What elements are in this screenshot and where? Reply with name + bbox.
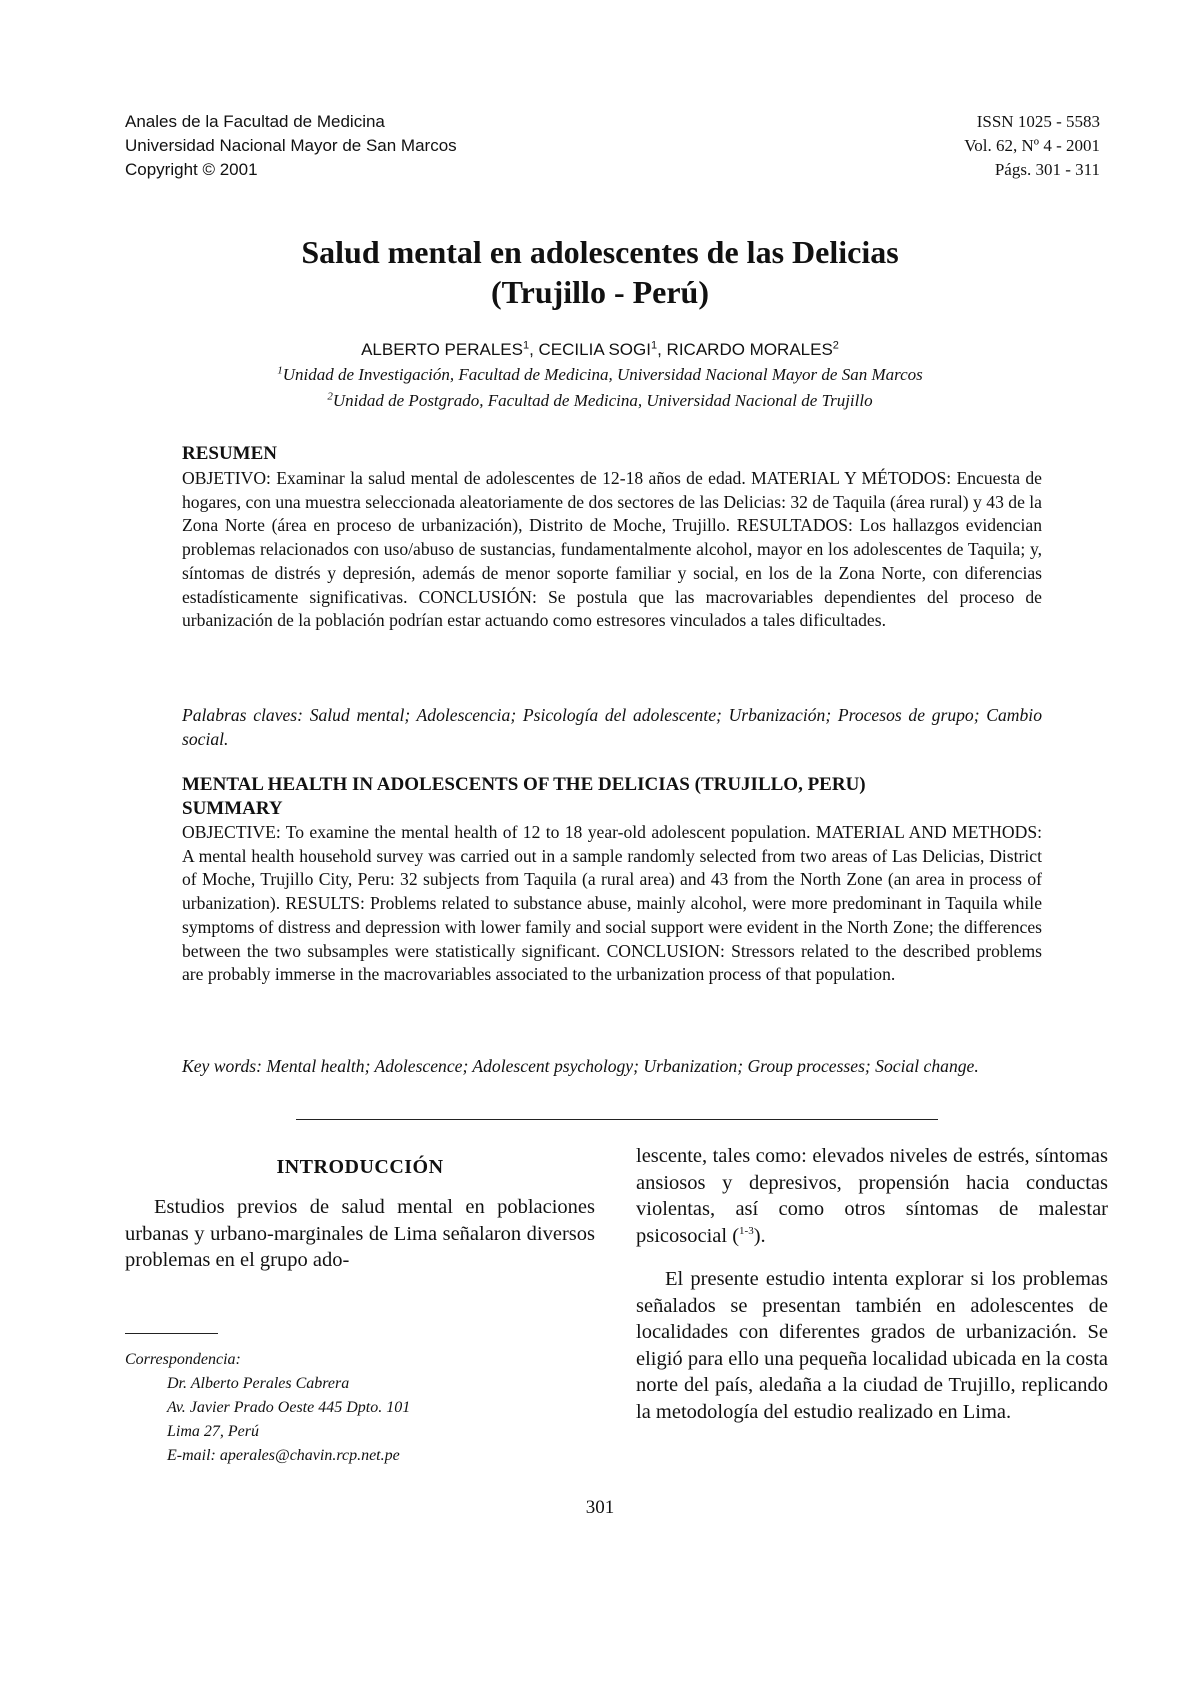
affiliation-sup: 1 (277, 364, 283, 377)
summary-keywords: Key words: Mental health; Adolescence; Adolescent psychology; Urbanization; Group processes; Social change. (182, 1056, 979, 1076)
issue-info (800, 110, 1100, 182)
author-name: ALBERTO PERALES (361, 340, 523, 359)
intro-paragraph-2: El presente estudio intenta explorar si los problemas señalados se presentan también en adolescentes de localidades con diferentes grados de urbanización. Se eligió para ello una pequeña localidad ubicada en la costa norte del país, aledaña a la ciudad de Trujillo, replicando la metodología del estudio realizado en Lima. (636, 1268, 1108, 1423)
section-divider (296, 1119, 938, 1120)
correspondence-address: Av. Javier Prado Oeste 445 Dpto. 101 (167, 1399, 411, 1416)
affiliation-text: Unidad de Investigación, Facultad de Medicina, Universidad Nacional Mayor de San Marcos (282, 365, 923, 384)
intro-paragraph-1-left (125, 1194, 595, 1274)
affiliation (150, 363, 1050, 387)
author-sup: 2 (832, 339, 839, 352)
university-name: Universidad Nacional Mayor de San Marcos (125, 136, 457, 155)
summary-title: MENTAL HEALTH IN ADOLESCENTS OF THE DELICIAS (TRUJILLO, PERU) (182, 774, 866, 795)
correspondence-name: Dr. Alberto Perales Cabrera (167, 1375, 350, 1392)
article-title (150, 232, 1050, 312)
affiliation (150, 389, 1050, 413)
intro-p1-left-text: Estudios previos de salud mental en poblaciones urbanas y urbano-marginales de Lima señalaron diversos problemas en el grupo ado- (125, 1196, 595, 1271)
intro-p1-right-text: lescente, tales como: elevados niveles de estrés, síntomas ansiosos y depresivos, propensión hacia conductas violentas, así como otros síntomas de malestar psicosocial ( (636, 1145, 1108, 1247)
correspondence-city: Lima 27, Perú (167, 1423, 259, 1440)
intro-heading: INTRODUCCIÓN (276, 1156, 444, 1178)
affiliation-sup: 2 (327, 390, 333, 403)
correspondence (125, 1348, 595, 1468)
title-line-1: Salud mental en adolescentes de las Delicias (301, 234, 899, 270)
journal-name: Anales de la Facultad de Medicina (125, 112, 385, 131)
affiliation-text: Unidad de Postgrado, Facultad de Medicina, Universidad Nacional de Trujillo (332, 391, 873, 410)
author-sup: 1 (522, 339, 530, 352)
resumen-body: OBJETIVO: Examinar la salud mental de adolescentes de 12-18 años de edad. MATERIAL Y MÉTODOS: Encuesta de hogares, con una muestra seleccionada aleatoriamente de dos sectores de las Delicias: 32 de Taquila (área rural) y 43 de la Zona Norte (área en proceso de urbanización), Distrito de Moche, Trujillo. RESULTADOS: Los hallazgos evidencian problemas relacionados con uso/abuso de sustancias, fundamentalmente alcohol, mayor en los adolescentes de Taquila; y, síntomas de distrés y depresión, además de menor soporte familiar y social, en los de la Zona Norte, con diferencias estadísticamente significativas. CONCLUSIÓN: Se postula que las macrovariables dependientes del proceso de urbanización de la población podrían estar actuando como estresores vinculados a tales dificultades. (182, 468, 1042, 631)
copyright: Copyright © 2001 (125, 160, 258, 179)
summary-heading: SUMMARY (182, 798, 283, 819)
author-name: CECILIA SOGI (538, 340, 651, 359)
footnote-divider (125, 1333, 218, 1334)
intro-p1-end: ). (753, 1224, 766, 1247)
author-sup: 1 (650, 339, 658, 352)
citation: 1-3 (739, 1224, 754, 1237)
intro-paragraph-1-right (636, 1143, 1108, 1249)
summary-body: OBJECTIVE: To examine the mental health of 12 to 18 year-old adolescent population. MATERIAL AND METHODS: A mental health household survey was carried out in a sample randomly selected from two areas of Las Delicias, District of Moche, Trujillo City, Peru: 32 subjects from Taquila (a rural area) and 43 from the North Zone (an area in process of urbanization). RESULTS: Problems related to substance abuse, mainly alcohol, were more predominant in Taquila while symptoms of distress and depression with lower family and social support were evident in the North Zone; the differences between the two subsamples were statistically significant. CONCLUSION: Stressors related to the described problems are probably immerse in the macrovariables associated to the urbanization process of that population. (182, 822, 1042, 985)
author-list: ALBERTO PERALES$^1$, CECILIA SOGI$^1$, RICARDO MORALES$^2$ (361, 339, 839, 359)
author-name: RICARDO MORALES (666, 340, 833, 359)
volume: Vol. 62, Nº 4 - 2001 (964, 136, 1100, 155)
correspondence-email: E-mail: aperales@chavin.rcp.net.pe (167, 1447, 400, 1464)
correspondence-label: Correspondencia: (125, 1351, 241, 1368)
resumen-heading: RESUMEN (182, 443, 278, 464)
resumen-keywords: Palabras claves: Salud mental; Adolescencia; Psicología del adolescente; Urbanización; Procesos de grupo; Cambio social. (182, 705, 1042, 749)
journal-header (125, 110, 725, 182)
page-number: 301 (585, 1497, 615, 1518)
page-range: Págs. 301 - 311 (994, 160, 1100, 179)
title-line-2: (Trujillo - Perú) (490, 274, 709, 310)
issn: ISSN 1025 - 5583 (976, 112, 1100, 131)
